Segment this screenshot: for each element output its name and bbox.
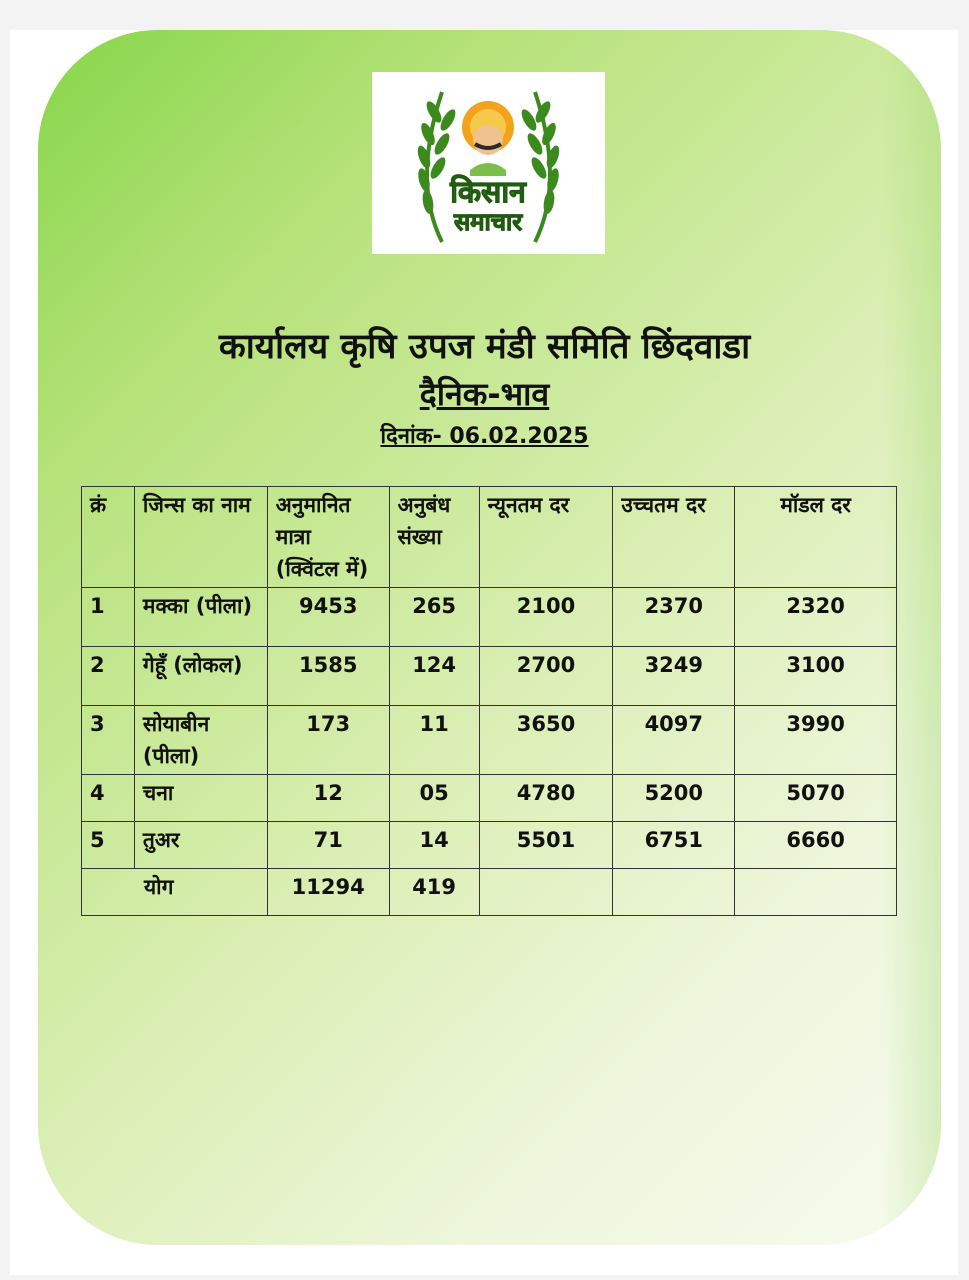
cell-quantity: 71	[267, 822, 389, 869]
cell-contracts: 11	[389, 706, 479, 775]
cell-min-rate: 2100	[479, 588, 613, 647]
table-header-row	[82, 487, 897, 588]
cell-max-rate: 4097	[613, 706, 735, 775]
cell-quantity: 12	[267, 775, 389, 822]
table-total-row	[82, 869, 897, 916]
cell-sn: 5	[82, 822, 135, 869]
rates-table	[81, 486, 897, 916]
col-header-max-rate: उच्चतम दर	[613, 487, 735, 588]
cell-max-rate: 2370	[613, 588, 735, 647]
cell-min-rate: 4780	[479, 775, 613, 822]
svg-text:किसान: किसान	[450, 175, 526, 210]
office-title: कार्यालय कृषि उपज मंडी समिति छिंदवाडा	[218, 327, 751, 367]
cell-commodity: गेहूँ (लोकल)	[134, 647, 267, 706]
col-header-commodity: जिन्स का नाम	[134, 487, 267, 588]
kisan-samachar-logo	[372, 72, 605, 254]
daily-rates-title: दैनिक-भाव	[419, 375, 550, 413]
col-header-quantity: अनुमानित मात्रा (क्विंटल में)	[267, 487, 389, 588]
table-row	[82, 775, 897, 822]
wheat-right-icon	[519, 92, 562, 242]
table-row	[82, 706, 897, 775]
cell-max-rate: 6751	[613, 822, 735, 869]
cell-quantity: 9453	[267, 588, 389, 647]
cell-total-label: योग	[82, 869, 268, 916]
cell-commodity: चना	[134, 775, 267, 822]
cell-sn: 1	[82, 588, 135, 647]
cell-model-rate: 3100	[735, 647, 897, 706]
table-row	[82, 647, 897, 706]
svg-text:समाचार: समाचार	[453, 208, 523, 236]
cell-quantity: 1585	[267, 647, 389, 706]
cell-min-rate: 5501	[479, 822, 613, 869]
col-header-contracts: अनुबंध संख्या	[389, 487, 479, 588]
cell-model-rate: 6660	[735, 822, 897, 869]
cell-contracts: 14	[389, 822, 479, 869]
cell-commodity: तुअर	[134, 822, 267, 869]
cell-sn: 2	[82, 647, 135, 706]
cell-sn: 4	[82, 775, 135, 822]
cell-empty	[613, 869, 735, 916]
cell-empty	[479, 869, 613, 916]
cell-contracts: 124	[389, 647, 479, 706]
cell-quantity: 173	[267, 706, 389, 775]
cell-commodity: सोयाबीन (पीला)	[134, 706, 267, 775]
cell-sn: 3	[82, 706, 135, 775]
table-row	[82, 588, 897, 647]
cell-model-rate: 3990	[735, 706, 897, 775]
date-line: दिनांक- 06.02.2025	[380, 424, 589, 449]
cell-commodity: मक्का (पीला)	[134, 588, 267, 647]
cell-min-rate: 2700	[479, 647, 613, 706]
table-row	[82, 822, 897, 869]
col-header-min-rate: न्यूनतम दर	[479, 487, 613, 588]
cell-contracts: 05	[389, 775, 479, 822]
col-header-sn: क्रं	[82, 487, 135, 588]
cell-empty	[735, 869, 897, 916]
cell-max-rate: 5200	[613, 775, 735, 822]
cell-total-contracts: 419	[389, 869, 479, 916]
cell-max-rate: 3249	[613, 647, 735, 706]
cell-model-rate: 5070	[735, 775, 897, 822]
col-header-model-rate: मॉडल दर	[735, 487, 897, 588]
cell-contracts: 265	[389, 588, 479, 647]
cell-model-rate: 2320	[735, 588, 897, 647]
cell-total-quantity: 11294	[267, 869, 389, 916]
cell-min-rate: 3650	[479, 706, 613, 775]
wheat-left-icon	[415, 92, 458, 242]
